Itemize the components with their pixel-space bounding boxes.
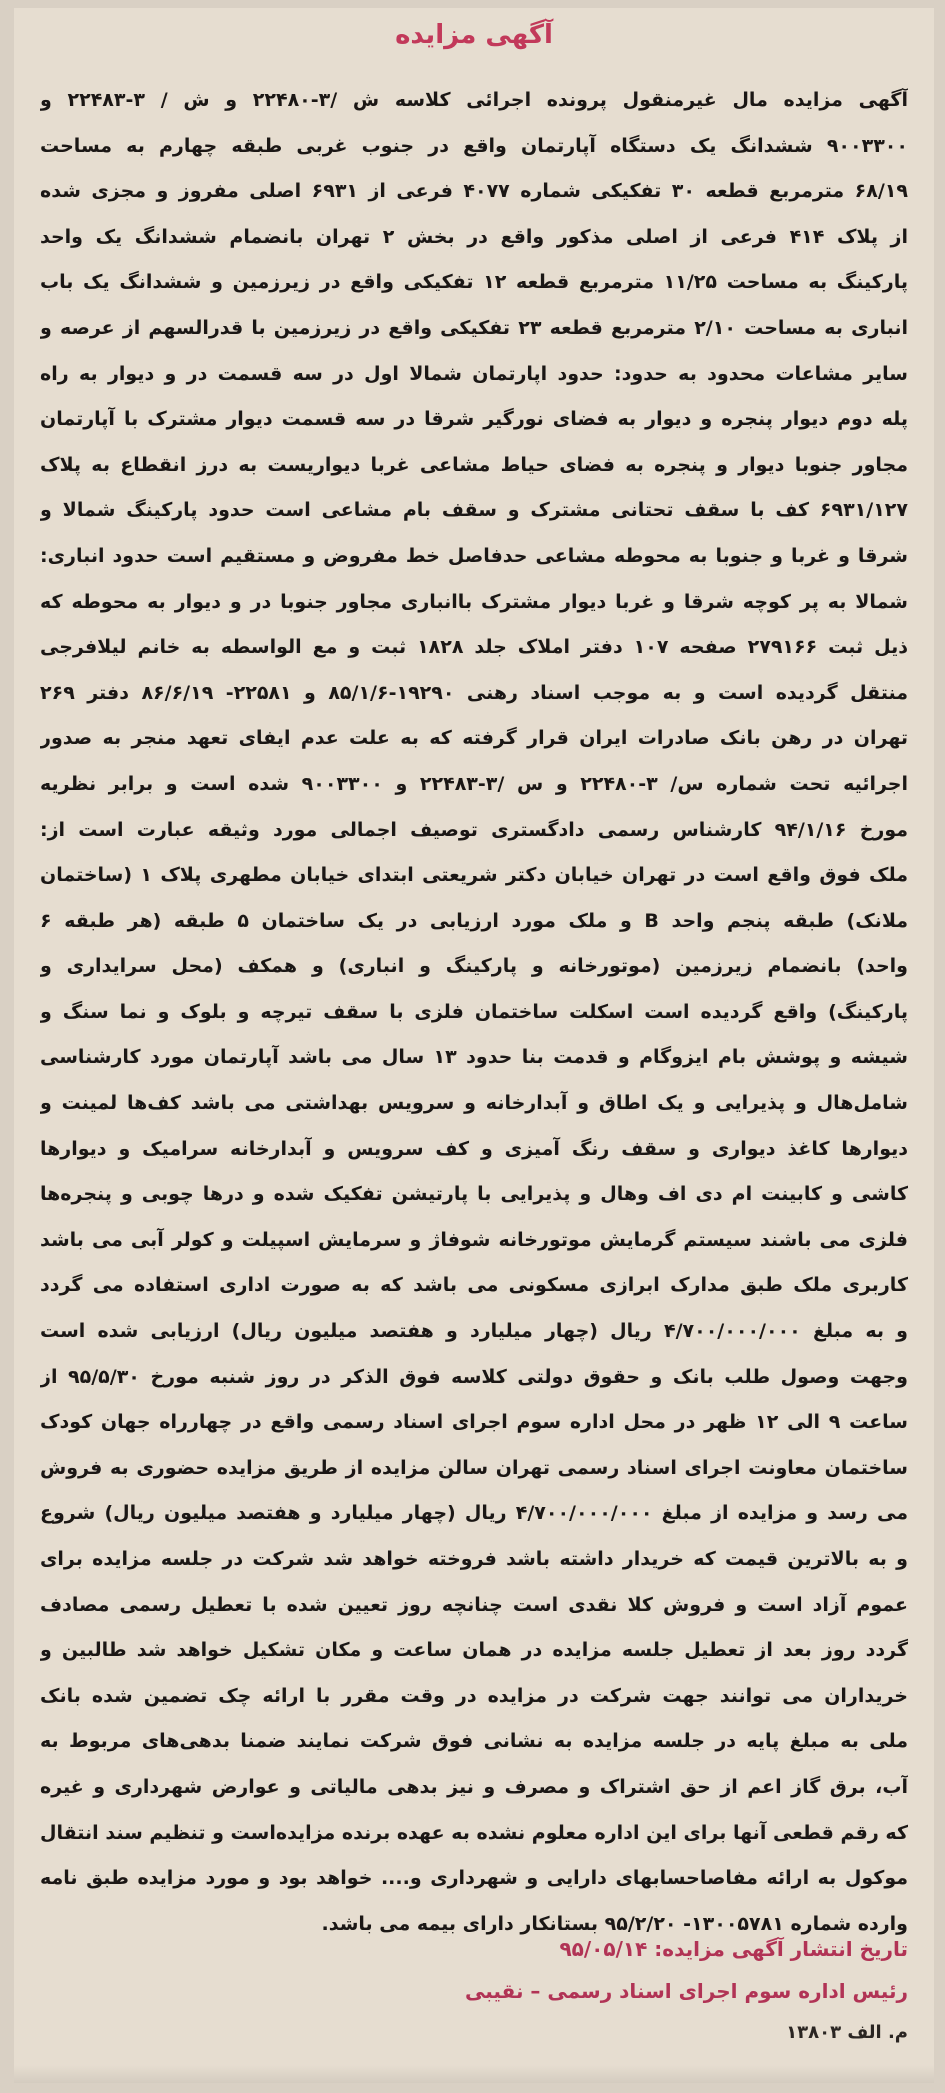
notice-line: که رقم قطعی آنها برای این اداره معلوم نشده به عهده برنده مزایده‌است و تنظیم سند انتقال bbox=[40, 1821, 908, 1844]
notice-line: فلزی می باشند سیستم گرمایش موتورخانه شوفاژ و سرمایش اسپیلت و کولر آبی می باشد bbox=[40, 1228, 908, 1251]
notice-line: ملک فوق واقع است در تهران خیابان دکتر شریعتی ابتدای خیابان مطهری پلاک ۱ (ساختمان bbox=[40, 864, 908, 887]
notice-line: شرقا و غربا و جنوبا به محوطه مشاعی حدفاصل خط مفروض و مستقیم است حدود انباری: bbox=[40, 544, 908, 567]
notice-line: عموم آزاد است و فروش کلا نقدی است چنانچه روز تعیین شده با تعطیل رسمی مصادف bbox=[40, 1593, 908, 1616]
notice-body bbox=[40, 78, 908, 1947]
notice-line: پارکینگ) واقع گردیده است اسکلت ساختمان فلزی با سقف تیرچه و بلوک و نما سنگ و bbox=[40, 1000, 908, 1023]
notice-footer bbox=[40, 1928, 908, 2054]
notice-line: خریداران می توانند جهت شرکت در مزایده در وقت مقرر با ارائه چک تضمین شده بانک bbox=[40, 1684, 908, 1707]
scan-shadow bbox=[14, 2065, 934, 2083]
signature: رئیس اداره سوم اجرای اسناد رسمی – نقیبی bbox=[464, 1979, 908, 2003]
notice-line: ۶۸/۱۹ مترمربع قطعه ۳۰ تفکیکی شماره ۴۰۷۷ فرعی از ۶۹۳۱ اصلی مفروز و مجزی شده bbox=[40, 180, 908, 203]
notice-line: شمالا به پر کوچه شرقا و غربا دیوار مشترک باانباری مجاور جنوبا در و دیوار به محوطه که bbox=[40, 590, 908, 613]
notice-line: ساعت ۹ الی ۱۲ ظهر در محل اداره سوم اجرای اسناد رسمی واقع در چهارراه جهان کودک bbox=[40, 1411, 908, 1434]
notice-line: منتقل گردیده است و به موجب اسناد رهنی ۱۹۲۹۰-۸۵/۱/۶ و ۲۲۵۸۱- ۸۶/۶/۱۹ دفتر ۲۶۹ bbox=[40, 681, 908, 704]
notice-line: و به مبلغ ۴/۷۰۰/۰۰۰/۰۰۰ ریال (چهار میلیارد و هفتصد میلیون ریال) ارزیابی شده است bbox=[40, 1320, 908, 1343]
notice-line: ساختمان معاونت اجرای اسناد رسمی تهران سالن مزایده از طریق مزایده حضوری به فروش bbox=[40, 1456, 908, 1479]
notice-line: ملی به مبلغ پایه در جلسه مزایده به نشانی فوق شرکت نمایند ضمنا بدهی‌های مربوط به bbox=[40, 1730, 908, 1753]
notice-line: سایر مشاعات محدود به حدود: حدود اپارتمان شمالا اول در سه قسمت در و دیوار به راه bbox=[40, 362, 908, 385]
notice-line: مجاور جنوبا دیوار و پنجره به فضای حیاط مشاعی غربا دیواریست به درز انقطاع به پلاک bbox=[40, 453, 908, 476]
notice-line: می رسد و مزایده از مبلغ ۴/۷۰۰/۰۰۰/۰۰۰ ریال (چهار میلیارد و هفتصد میلیون ریال) شروع bbox=[40, 1502, 908, 1525]
notice-line: اجرائیه تحت شماره س/ ۳-۲۲۴۸۰ و س /۳-۲۲۴۸۳ و ۹۰۰۳۳۰۰ شده است و برابر نظریه bbox=[40, 772, 908, 795]
notice-line: آب، برق گاز اعم از حق اشتراک و مصرف و نیز بدهی مالیاتی و عوارض شهرداری و غیره bbox=[40, 1775, 908, 1798]
notice-line: مورخ ۹۴/۱/۱۶ کارشناس رسمی دادگستری توصیف اجمالی مورد وثیقه عبارت است از: bbox=[40, 818, 908, 841]
notice-line: و به بالاترین قیمت که خریدار داشته باشد فروخته خواهد شد شرکت در جلسه مزایده برای bbox=[40, 1548, 908, 1570]
notice-line: ۶۹۳۱/۱۲۷ کف با سقف تحتانی مشترک و سقف بام مشاعی است حدود پارکینگ شمالا و bbox=[40, 499, 908, 522]
notice-line: ملانک) طبقه پنجم واحد B و ملک مورد ارزیابی در یک ساختمان ۵ طبقه (هر طبقه ۶ bbox=[40, 909, 908, 932]
notice-line: پله دوم دیوار پنجره و دیوار به فضای نورگیر شرقا در سه قسمت دیوار مشترک با آپارتمان bbox=[40, 408, 908, 431]
notice-line: دیوارها کاغذ دیواری و سقف رنگ آمیزی و کف سرویس و آبدارخانه سرامیک و دیوارها bbox=[40, 1137, 908, 1160]
notice-line: موکول به ارائه مفاصاحسابهای دارایی و شهرداری و.... خواهد بود و مورد مزایده طبق نامه bbox=[40, 1867, 908, 1890]
notice-line: ۹۰۰۳۳۰۰ ششدانگ یک دستگاه آپارتمان واقع در جنوب غربی طبقه چهارم به مساحت bbox=[40, 134, 908, 157]
notice-line: گردد روز بعد از تعطیل جلسه مزایده در همان ساعت و مکان تشکیل خواهد شد طالبین و bbox=[40, 1639, 908, 1662]
newspaper-notice bbox=[14, 8, 934, 2083]
notice-line: ذیل ثبت ۲۷۹۱۶۶ صفحه ۱۰۷ دفتر املاک جلد ۱۸۲۸ ثبت و مع الواسطه به خانم لیلافرجی bbox=[40, 636, 908, 659]
notice-line: وارده شماره ۱۳۰۰۵۷۸۱- ۹۵/۲/۲۰ بستانکار دارای بیمه می باشد. bbox=[321, 1912, 908, 1935]
notice-line: انباری به مساحت ۲/۱۰ مترمربع قطعه ۲۳ تفکیکی واقع در زیرزمین با قدرالسهم از عرصه و bbox=[40, 316, 908, 339]
notice-line: تهران در رهن بانک صادرات ایران قرار گرفته که به علت عدم ایفای تعهد منجر به صدور bbox=[40, 727, 908, 750]
notice-line: آگهی مزایده مال غیرمنقول پرونده اجرائی کلاسه ش /۳-۲۲۴۸۰ و ش / ۳-۲۲۴۸۳ و bbox=[40, 89, 908, 111]
publish-date: تاریخ انتشار آگهی مزایده: ۹۵/۰۵/۱۴ bbox=[559, 1937, 908, 1961]
notice-line: کاربری ملک طبق مدارک ابرازی مسکونی می باشد که به صورت اداری استفاده می گردد bbox=[40, 1274, 908, 1297]
notice-title: آگهی مزایده bbox=[395, 20, 553, 50]
notice-code: م. الف ۱۳۸۰۳ bbox=[786, 2022, 908, 2043]
notice-line: از پلاک ۴۱۴ فرعی از اصلی مذکور واقع در بخش ۲ تهران بانضمام ششدانگ یک واحد bbox=[40, 225, 908, 248]
notice-line: واحد) بانضمام زیرزمین (موتورخانه و پارکینگ و انباری) و همکف (محل سرایداری و bbox=[40, 955, 908, 978]
notice-line: وجهت وصول طلب بانک و حقوق دولتی کلاسه فوق الذکر در روز شنبه مورخ ۹۵/۵/۳۰ از bbox=[40, 1365, 908, 1388]
notice-line: شیشه و پوشش بام ایزوگام و قدمت بنا حدود ۱۳ سال می باشد آپارتمان مورد کارشناسی bbox=[40, 1046, 908, 1069]
notice-line: پارکینگ به مساحت ۱۱/۲۵ مترمربع قطعه ۱۲ تفکیکی واقع در زیرزمین و ششدانگ یک باب bbox=[40, 271, 908, 294]
notice-line: کاشی و کابینت ام دی اف وهال و پذیرایی با پارتیشن تفکیک شده و درها چوبی و پنجره‌ها bbox=[40, 1183, 908, 1206]
notice-line: شامل‌هال و پذیرایی و یک اطاق و آبدارخانه و سرویس بهداشتی می باشد کف‌ها لمینت و bbox=[40, 1092, 908, 1115]
